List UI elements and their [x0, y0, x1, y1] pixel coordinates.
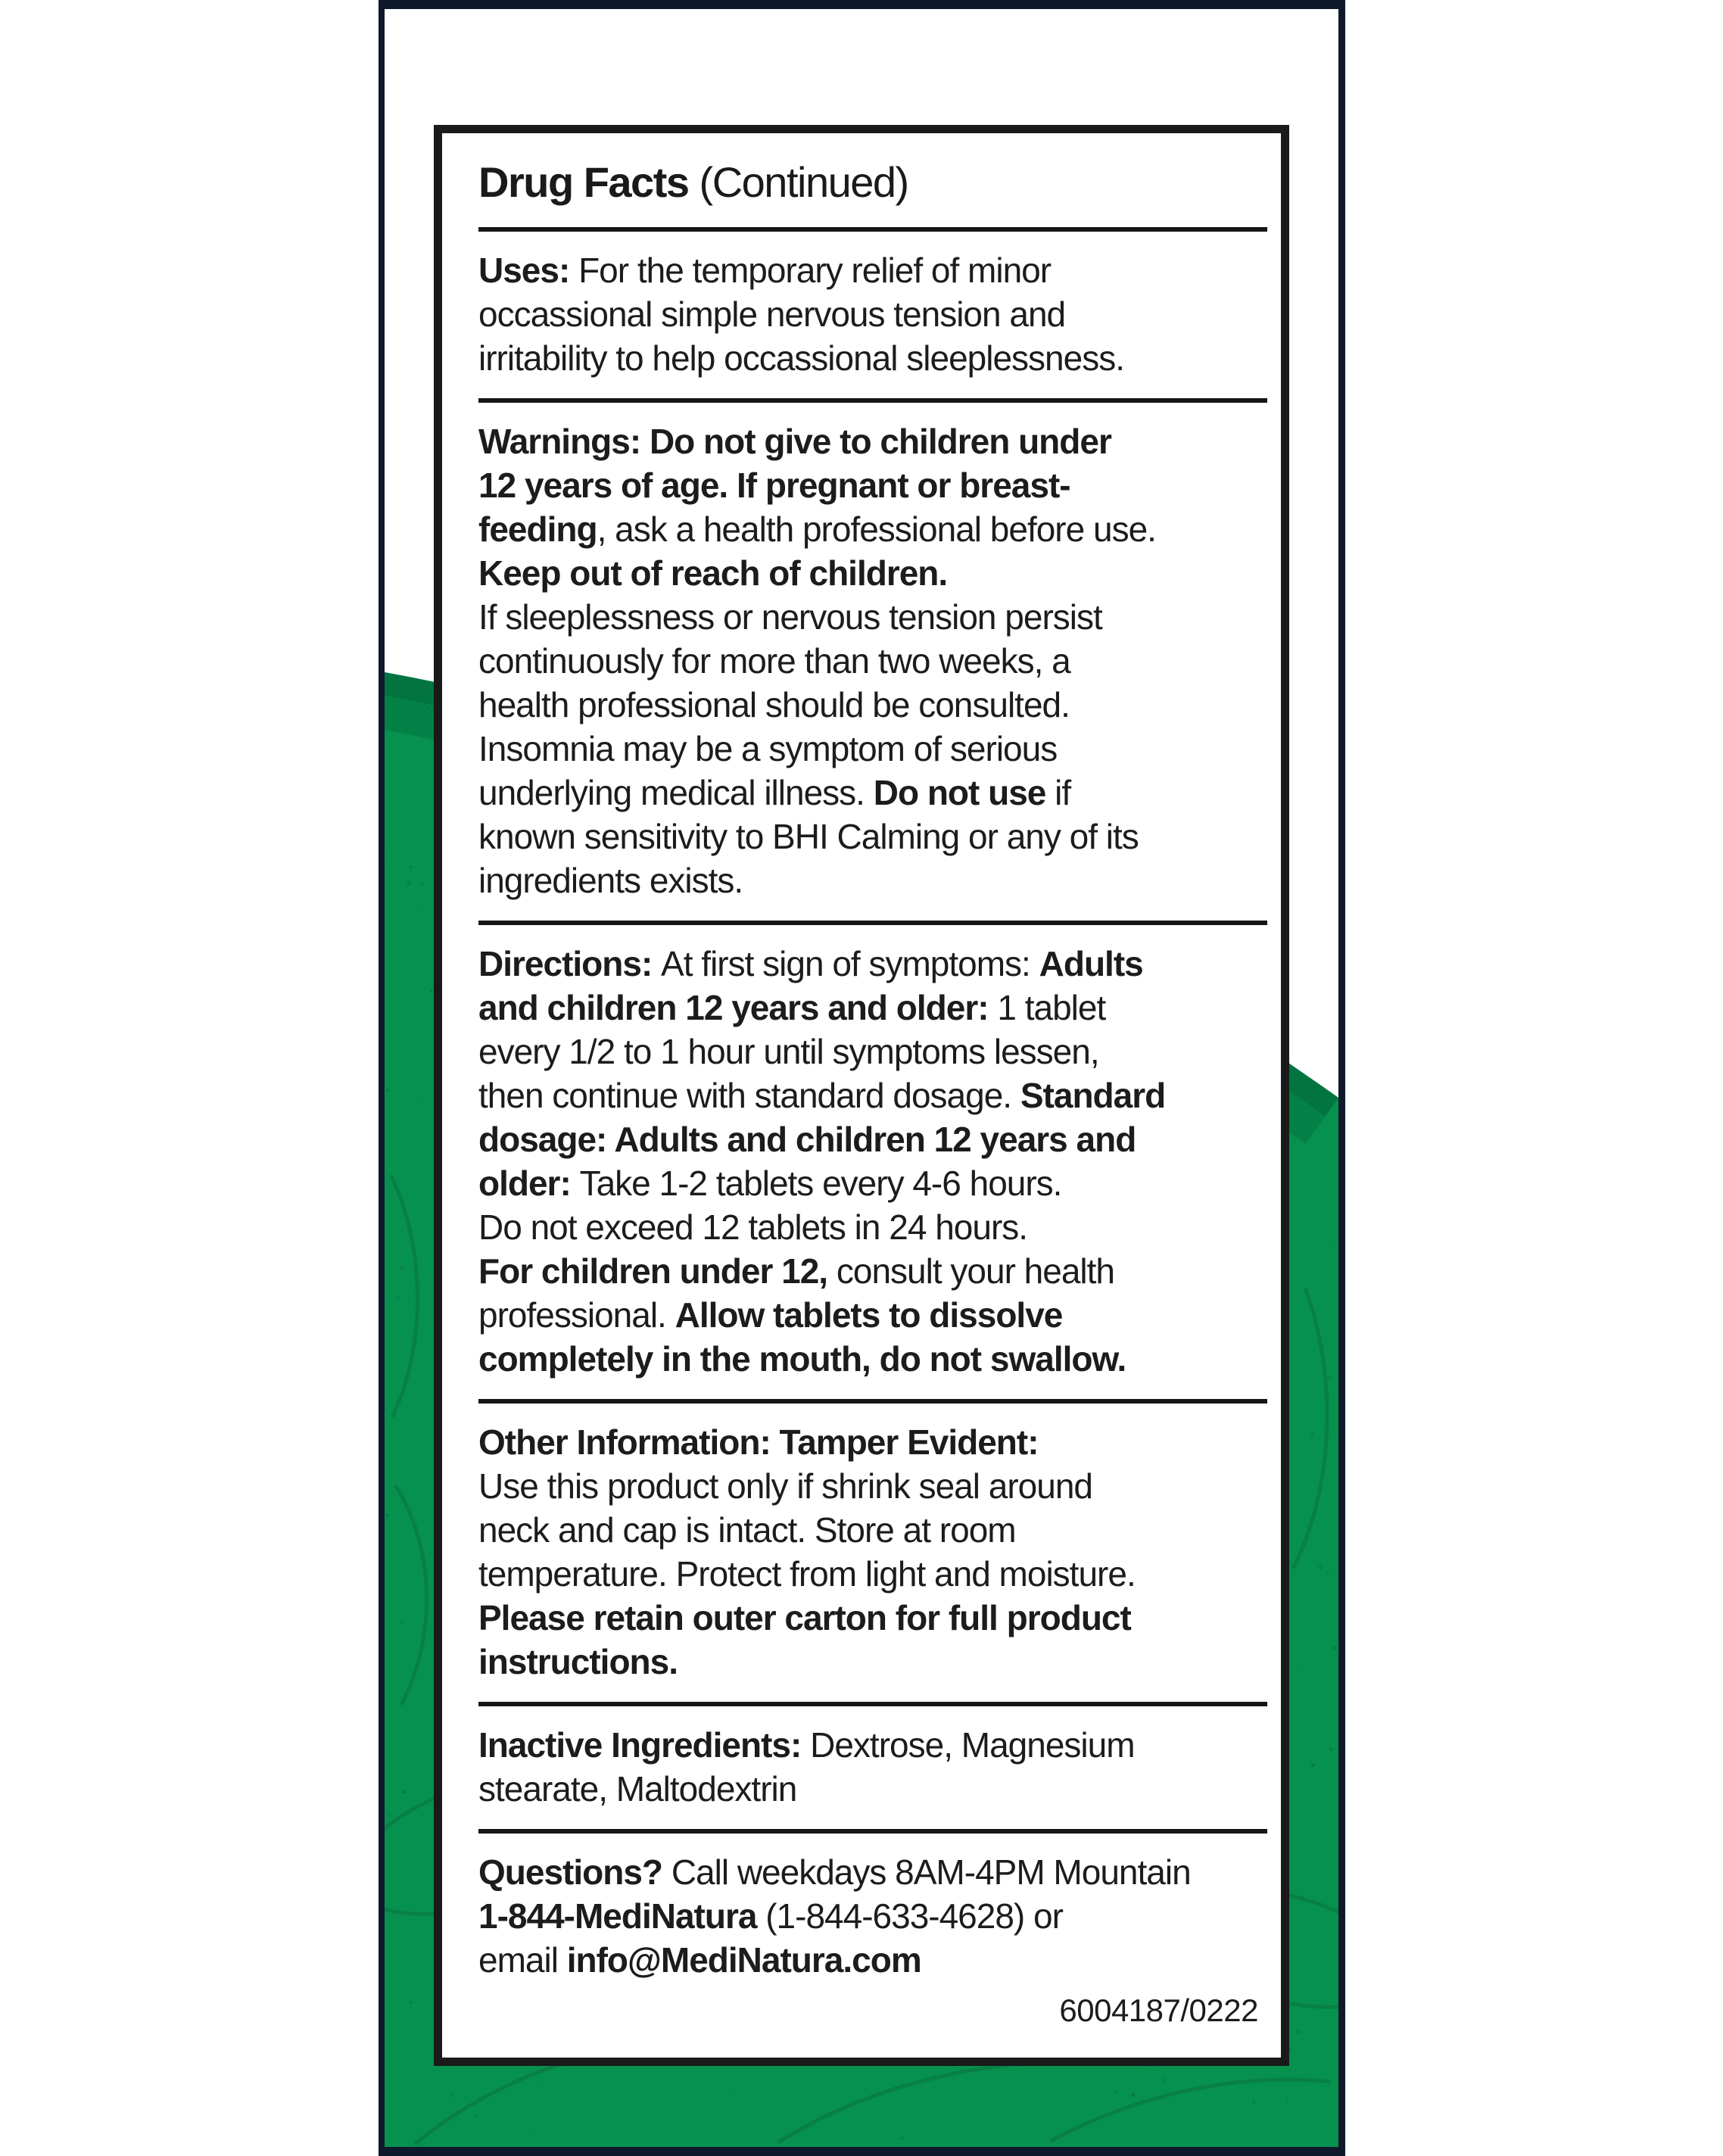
text-segment: Use this product only if shrink seal around	[478, 1466, 1092, 1506]
text-line	[478, 1337, 1267, 1381]
section-other-information	[478, 1420, 1267, 1684]
text-line	[478, 1767, 1267, 1811]
text-segment: known sensitivity to BHI Calming or any of its	[478, 817, 1139, 856]
text-segment: , ask a health professional before use.	[597, 509, 1156, 549]
text-line	[478, 639, 1267, 683]
text-line	[478, 1640, 1267, 1684]
label-background	[385, 9, 1338, 2147]
text-segment: Insomnia may be a symptom of serious	[478, 729, 1058, 768]
text-segment: neck and cap is intact. Store at room	[478, 1510, 1016, 1550]
bold-segment: Adults	[1039, 944, 1143, 983]
bold-segment: Keep out of reach of children.	[478, 553, 948, 593]
text-line	[478, 1117, 1267, 1161]
text-line	[478, 336, 1267, 380]
drug-facts-header	[478, 156, 1267, 209]
section-directions	[478, 942, 1267, 1381]
section-questions	[478, 1850, 1267, 1982]
text-segment: At first sign of symptoms:	[661, 944, 1039, 983]
bold-segment: Questions?	[478, 1852, 671, 1892]
drug-facts-sections	[478, 227, 1267, 2032]
text-line	[478, 1596, 1267, 1640]
bold-segment: older:	[478, 1164, 580, 1203]
text-line	[478, 507, 1267, 551]
text-segment: Call weekdays 8AM-4PM Mountain	[671, 1852, 1191, 1892]
bold-segment: Please retain outer carton for full product	[478, 1598, 1131, 1637]
text-segment: irritability to help occassional sleeplessness.	[478, 338, 1124, 378]
text-segment: Do not exceed 12 tablets in 24 hours.	[478, 1207, 1028, 1247]
text-line	[478, 1508, 1267, 1552]
text-line	[478, 1161, 1267, 1205]
text-line	[478, 1552, 1267, 1596]
section-divider	[478, 1829, 1267, 1834]
text-segment: 1 tablet	[997, 988, 1106, 1027]
text-line	[478, 858, 1267, 902]
text-segment: If sleeplessness or nervous tension persist	[478, 597, 1102, 637]
text-line	[478, 292, 1267, 336]
text-line	[478, 1464, 1267, 1508]
text-line	[478, 1938, 1267, 1982]
text-segment: then continue with standard dosage.	[478, 1076, 1020, 1115]
text-segment: temperature. Protect from light and moisture.	[478, 1554, 1136, 1594]
bold-segment: For children under 12,	[478, 1251, 837, 1291]
bold-segment: completely in the mouth, do not swallow.	[478, 1339, 1126, 1379]
product-code: 6004187/0222	[1059, 1992, 1258, 2028]
text-segment: if	[1045, 773, 1071, 812]
drug-facts-title: Drug Facts	[478, 158, 689, 206]
bold-segment: feeding	[478, 509, 597, 549]
text-line	[478, 419, 1267, 463]
text-line	[478, 815, 1267, 858]
text-line	[478, 248, 1267, 292]
label	[379, 0, 1345, 2156]
text-segment: occassional simple nervous tension and	[478, 294, 1066, 334]
bold-segment: Uses:	[478, 251, 579, 290]
bold-segment: info@MediNatura.com	[566, 1940, 921, 1980]
bold-segment: 1-844-MediNatura	[478, 1896, 766, 1936]
text-segment: health professional should be consulted.	[478, 685, 1070, 724]
bold-segment: Standard	[1020, 1076, 1166, 1115]
text-line	[478, 1293, 1267, 1337]
text-line	[478, 1073, 1267, 1117]
bold-segment: Other Information: Tamper Evident:	[478, 1422, 1039, 1462]
text-line	[478, 727, 1267, 771]
section-inactive-ingredients	[478, 1723, 1267, 1811]
text-segment: ingredients exists.	[478, 861, 743, 900]
drug-facts-box	[434, 125, 1289, 2066]
bold-segment: Warnings: Do not give to children under	[478, 422, 1111, 461]
text-line	[478, 463, 1267, 507]
text-segment: professional.	[478, 1295, 675, 1335]
text-line	[478, 551, 1267, 595]
bold-segment: 12 years of age. If pregnant or breast-	[478, 466, 1070, 505]
section-warnings	[478, 419, 1267, 902]
text-line	[478, 595, 1267, 639]
text-line	[478, 1420, 1267, 1464]
text-segment: (1-844-633-4628) or	[765, 1896, 1063, 1936]
text-line	[478, 1205, 1267, 1249]
text-segment: Dextrose, Magnesium	[810, 1725, 1135, 1765]
section-divider	[478, 921, 1267, 925]
section-divider	[478, 227, 1267, 232]
text-line	[478, 986, 1267, 1030]
section-divider	[478, 1702, 1267, 1706]
text-segment: email	[478, 1940, 567, 1980]
text-segment: underlying medical illness.	[478, 773, 874, 812]
bold-segment: Directions:	[478, 944, 662, 983]
text-line	[478, 683, 1267, 727]
text-segment: stearate, Maltodextrin	[478, 1769, 797, 1809]
text-line	[478, 771, 1267, 815]
text-line	[478, 1723, 1267, 1767]
text-line	[478, 1894, 1267, 1938]
text-line	[478, 1249, 1267, 1293]
text-line	[478, 1030, 1267, 1073]
bold-segment: Allow tablets to dissolve	[675, 1295, 1063, 1335]
drug-facts-continued: (Continued)	[688, 158, 908, 206]
section-divider	[478, 1399, 1267, 1404]
text-segment: For the temporary relief of minor	[578, 251, 1052, 290]
text-line	[478, 1850, 1267, 1894]
bold-segment: Inactive Ingredients:	[478, 1725, 811, 1765]
text-line	[478, 942, 1267, 986]
text-segment: Take 1-2 tablets every 4-6 hours.	[579, 1164, 1062, 1203]
section-uses	[478, 248, 1267, 380]
text-segment: every 1/2 to 1 hour until symptoms lessen,	[478, 1032, 1099, 1071]
bold-segment: dosage: Adults and children 12 years and	[478, 1120, 1136, 1159]
text-segment: continuously for more than two weeks, a	[478, 641, 1070, 681]
bold-segment: instructions.	[478, 1642, 678, 1681]
bold-segment: Do not use	[873, 773, 1046, 812]
section-divider	[478, 398, 1267, 403]
bold-segment: and children 12 years and older:	[478, 988, 998, 1027]
text-segment: consult your health	[836, 1251, 1115, 1291]
